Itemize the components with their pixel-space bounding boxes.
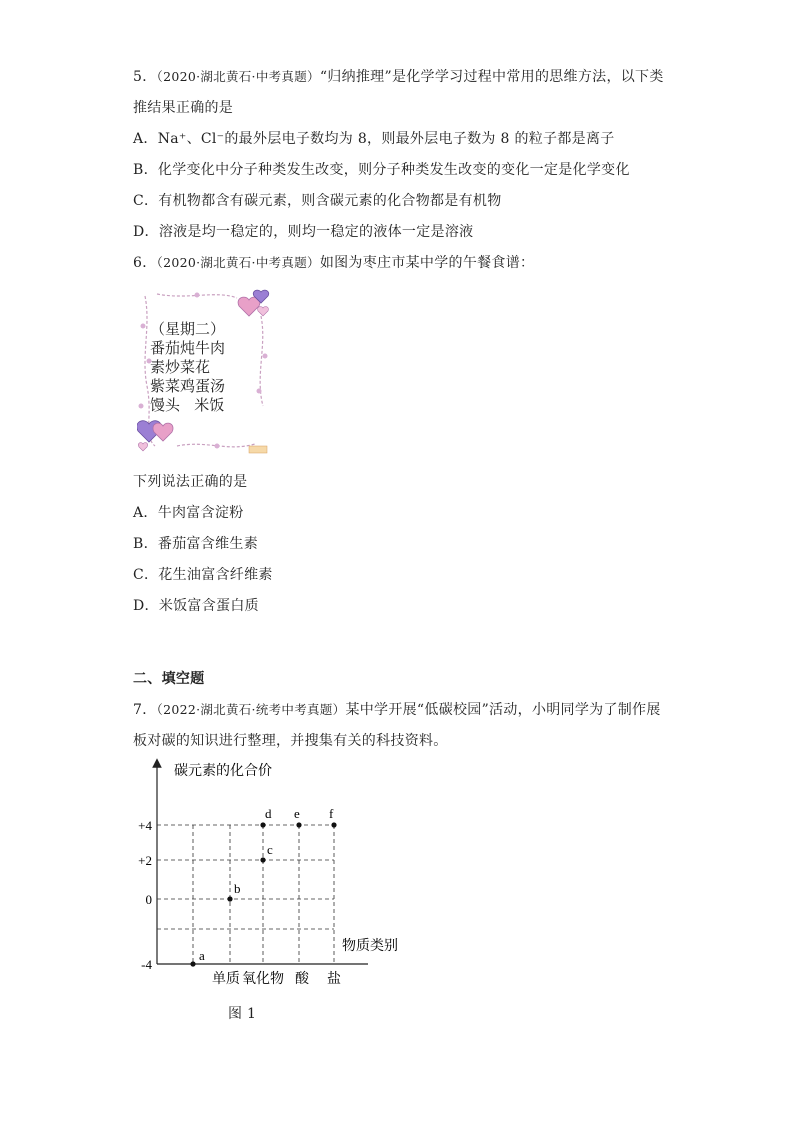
data-point xyxy=(296,822,301,827)
heart-icon xyxy=(138,443,147,451)
x-axis-label: 物质类别 xyxy=(342,938,398,954)
stamp-icon xyxy=(249,446,267,453)
data-point xyxy=(331,822,336,827)
q5-option-c: C．有机物都含有碳元素，则含碳元素的化合物都是有机物 xyxy=(133,193,502,209)
menu-text xyxy=(150,320,225,415)
heart-icon xyxy=(153,423,173,441)
leaf-icon xyxy=(139,404,144,409)
leaf-icon xyxy=(141,324,146,329)
data-point-label: a xyxy=(199,948,205,963)
q6-option-a: A．牛肉富含淀粉 xyxy=(133,505,244,521)
data-point-label: c xyxy=(267,842,273,857)
q5-option-a: A．Na⁺、Cl⁻的最外层电子数均为 8，则最外层电子数为 8 的粒子都是离子 xyxy=(133,131,615,147)
figure-caption: 图 1 xyxy=(228,1006,257,1022)
x-category-label: 酸 xyxy=(295,971,309,987)
q7-stem: 某中学开展“低碳校园”活动，小明同学为了制作展 xyxy=(345,702,661,718)
data-point-label: d xyxy=(265,806,272,821)
menu-item: 素炒菜花 xyxy=(150,358,211,376)
q7-stem-line1 xyxy=(133,700,661,720)
q5-source: （2020·湖北黄石·中考真题） xyxy=(156,69,320,84)
q6-option-d: D．米饭富含蛋白质 xyxy=(133,598,259,614)
menu-item: 馒头 米饭 xyxy=(150,396,225,414)
menu-item: 紫菜鸡蛋汤 xyxy=(150,377,226,395)
x-category-label: 氧化物 xyxy=(242,971,284,987)
x-category-label: 盐 xyxy=(327,971,341,987)
valence-chart xyxy=(130,755,420,995)
q6-number: 6． xyxy=(133,255,157,271)
y-tick-label: +4 xyxy=(138,818,152,833)
y-ticks xyxy=(138,818,152,972)
leaf-icon xyxy=(195,293,200,298)
heart-icon xyxy=(238,297,260,316)
menu-day: （星期二） xyxy=(150,320,226,338)
leaf-icon xyxy=(263,354,268,359)
q7-number: 7． xyxy=(133,702,157,718)
q6-option-c: C．花生油富含纤维素 xyxy=(133,567,273,583)
y-tick-label: 0 xyxy=(145,892,152,907)
q5-number: 5． xyxy=(133,69,157,85)
y-tick-label: -4 xyxy=(141,957,152,972)
data-point-label: b xyxy=(234,881,241,896)
data-point xyxy=(190,961,195,966)
data-point xyxy=(227,896,232,901)
q6-question: 下列说法正确的是 xyxy=(133,474,248,490)
x-category-label: 单质 xyxy=(212,971,240,987)
data-point-label: e xyxy=(294,806,300,821)
q5-stem: “归纳推理”是化学学习过程中常用的思维方法，以下类 xyxy=(319,69,664,85)
q5-option-d: D．溶液是均一稳定的，则均一稳定的液体一定是溶液 xyxy=(133,224,474,240)
leaf-icon xyxy=(215,444,220,449)
x-categories xyxy=(212,970,341,987)
data-point-label: f xyxy=(329,806,334,821)
q5-stem-line2: 推结果正确的是 xyxy=(133,100,234,116)
data-point xyxy=(260,857,265,862)
q6-source: （2020·湖北黄石·中考真题） xyxy=(156,255,320,270)
gridlines xyxy=(157,825,334,964)
q5-option-b: B．化学变化中分子种类发生改变，则分子种类发生改变的变化一定是化学变化 xyxy=(133,162,630,178)
section-title: 二、填空题 xyxy=(133,671,205,687)
q7-stem-line2: 板对碳的知识进行整理，并搜集有关的科技资料。 xyxy=(133,733,448,749)
q7-source: （2022·湖北黄石·统考中考真题） xyxy=(156,702,346,717)
menu-item: 番茄炖牛肉 xyxy=(150,339,226,357)
q6-option-b: B．番茄富含维生素 xyxy=(133,536,258,552)
y-axis-label: 碳元素的化合价 xyxy=(174,763,272,779)
q5-stem-line1 xyxy=(133,67,664,87)
data-point xyxy=(260,822,265,827)
data-points xyxy=(190,806,336,967)
q6-stem-line xyxy=(133,253,534,273)
heart-icon xyxy=(258,307,269,316)
y-tick-label: +2 xyxy=(138,853,152,868)
q6-stem: 如图为枣庄市某中学的午餐食谱： xyxy=(319,255,535,271)
leaf-icon xyxy=(257,389,262,394)
